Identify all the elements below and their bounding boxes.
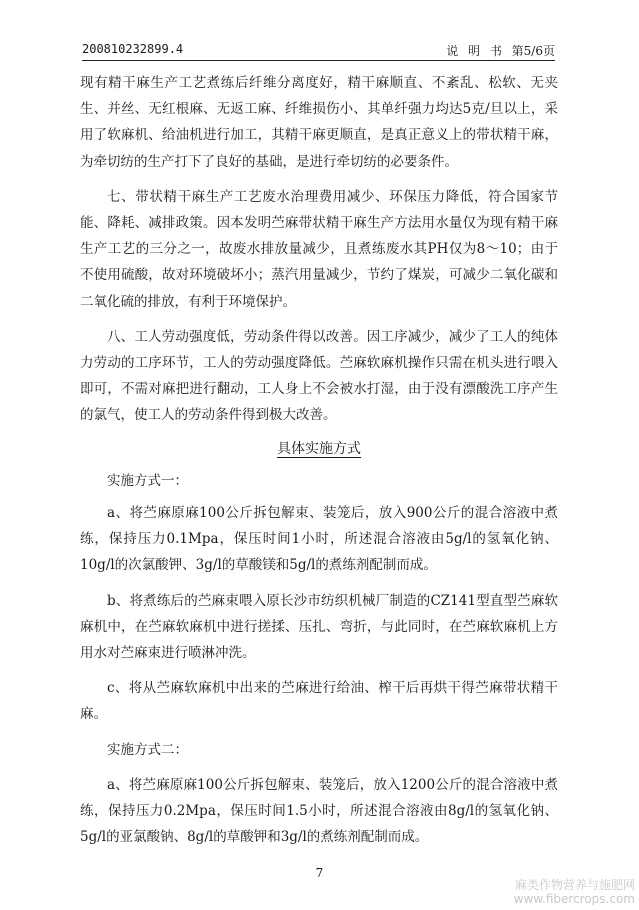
paragraph-fiber-quality: 现有精干麻生产工艺煮练后纤维分离度好，精干麻顺直、不紊乱、松软、无夹生、并丝、无红根麻、无返工麻、纤维损伤小、其单纤强力均达5克/旦以上，采用了软麻机、给油机进行加工，其精干麻更顺直，是真正意义上的带状精干麻，为牵切纺的生产打下了良好的基础，是进行牵切纺的必要条件。 (80, 75, 558, 170)
document-type-label: 说 明 书 (446, 44, 502, 58)
paragraph-point-eight: 八、工人劳动强度低，劳动条件得以改善。因工序减少，减少了工人的纯体力劳动的工序环节，工人的劳动强度降低。苎麻软麻机操作只需在机头进行喂入即可，不需对麻把进行翻动，工人身上不会被水打湿，由于没有漂酸洗工序产生的氯气，使工人的劳动条件得到极大改善。 (80, 328, 558, 424)
section-heading: 具体实施方式 (277, 440, 361, 457)
example-one-step-c: c、将从苎麻软麻机中出来的苎麻进行给油、榨干后再烘干得苎麻带状精干麻。 (80, 680, 558, 723)
page-of-label: 第5/6页 (511, 44, 555, 58)
example-one-title: 实施方式一： (107, 472, 188, 489)
page-number: 7 (315, 866, 324, 880)
example-two-title: 实施方式二： (107, 741, 188, 758)
example-one-step-a: a、将苎麻原麻100公斤拆包解束、装笼后，放入900公斤的混合溶液中煮练，保持压力0.1Mpa，保压时间1小时，所述混合溶液由5g/l的氢氧化钠、10g/l的次氯酸钾、3g/l的草酸镁和5g/l的煮练剂配制而成。 (80, 505, 558, 574)
document-body (80, 70, 558, 850)
patent-application-number: 200810232899.4 (82, 42, 184, 56)
website-watermark (514, 878, 635, 906)
page-header (82, 38, 555, 61)
watermark-site-name: 麻类作物营养与施肥网 (514, 878, 635, 892)
example-two-step-a: a、将苎麻原麻100公斤拆包解束、装笼后，放入1200公斤的混合溶液中煮练，保持压力0.2Mpa，保压时间1.5小时，所述混合溶液由8g/l的氢氧化钠、5g/l的亚氯酸钠、8g/l的草酸钾和3g/l的煮练剂配制而成。 (80, 776, 558, 846)
watermark-site-url: www.fibercrops.com (513, 892, 635, 906)
example-one-step-b: b、将煮练后的苎麻束喂入原长沙市纺织机械厂制造的CZ141型直型苎麻软麻机中，在苎麻软麻机中进行搓揉、压扎、弯折，与此同时，在苎麻软麻机上方用水对苎麻束进行喷淋冲洗。 (80, 592, 558, 662)
paragraph-point-seven: 七、带状精干麻生产工艺废水治理费用减少、环保压力降低，符合国家节能、降耗、减排政策。因本发明苎麻带状精干麻生产方法用水量仅为现有精干麻生产工艺的三分之一，故废水排放量减少，且煮练废水其PH仅为8～10；由于不使用硫酸，故对环境破坏小；蒸汽用量减少，节约了煤炭，可减少二氧化碳和二氧化硫的排放，有利于环境保护。 (80, 188, 558, 310)
header-doc-info (446, 42, 555, 59)
